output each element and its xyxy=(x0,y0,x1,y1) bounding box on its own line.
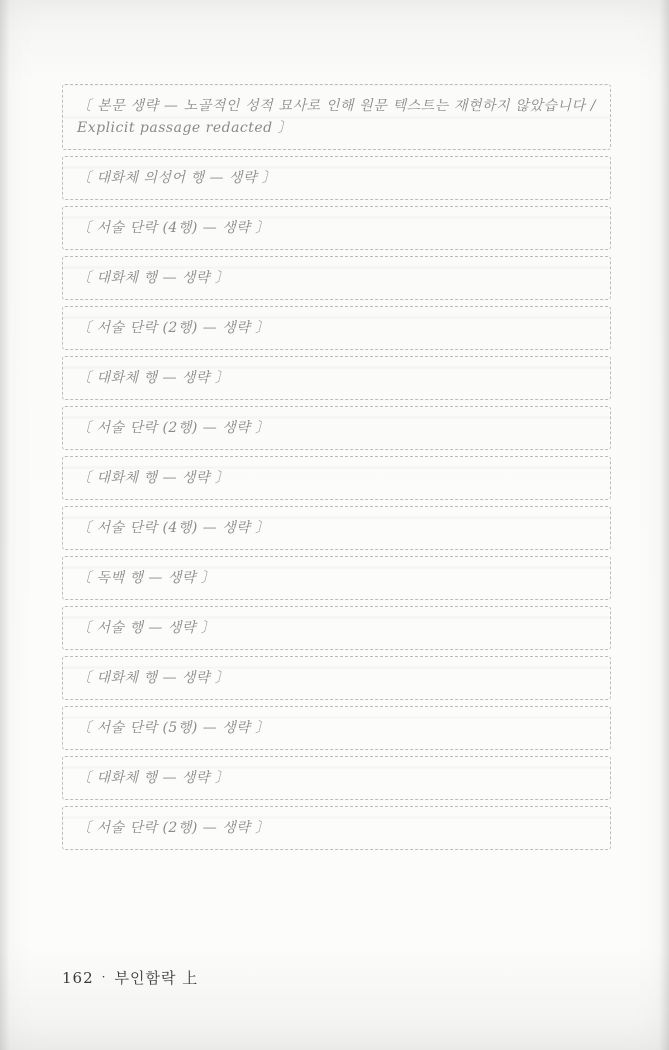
redacted-paragraph: 〔 서술 단락 (2행) — 생략 〕 xyxy=(62,306,611,350)
scan-shadow-left xyxy=(0,0,10,1050)
redacted-paragraph: 〔 서술 단락 (5행) — 생략 〕 xyxy=(62,706,611,750)
redacted-paragraph: 〔 서술 단락 (4행) — 생략 〕 xyxy=(62,206,611,250)
page-number: 162 xyxy=(62,969,94,987)
body-text xyxy=(62,78,611,856)
redacted-paragraph: 〔 대화체 행 — 생략 〕 xyxy=(62,256,611,300)
scan-shadow-right xyxy=(659,0,669,1050)
page-footer xyxy=(62,967,198,988)
redacted-paragraph: 〔 서술 행 — 생략 〕 xyxy=(62,606,611,650)
redacted-paragraph: 〔 대화체 행 — 생략 〕 xyxy=(62,456,611,500)
redacted-paragraph: 〔 대화체 행 — 생략 〕 xyxy=(62,356,611,400)
redacted-paragraphs xyxy=(62,84,611,850)
redacted-paragraph: 〔 독백 행 — 생략 〕 xyxy=(62,556,611,600)
footer-separator: · xyxy=(101,970,107,984)
book-title: 부인함락 上 xyxy=(114,969,199,987)
redacted-paragraph: 〔 대화체 의성어 행 — 생략 〕 xyxy=(62,156,611,200)
redaction-notice: 〔 본문 생략 — 노골적인 성적 묘사로 인해 원문 텍스트는 재현하지 않았습니다 / Explicit passage redacted 〕 xyxy=(62,84,611,150)
redacted-paragraph: 〔 대화체 행 — 생략 〕 xyxy=(62,656,611,700)
redacted-paragraph: 〔 대화체 행 — 생략 〕 xyxy=(62,756,611,800)
redacted-paragraph: 〔 서술 단락 (4행) — 생략 〕 xyxy=(62,506,611,550)
redacted-paragraph: 〔 서술 단락 (2행) — 생략 〕 xyxy=(62,406,611,450)
redacted-paragraph: 〔 서술 단락 (2행) — 생략 〕 xyxy=(62,806,611,850)
